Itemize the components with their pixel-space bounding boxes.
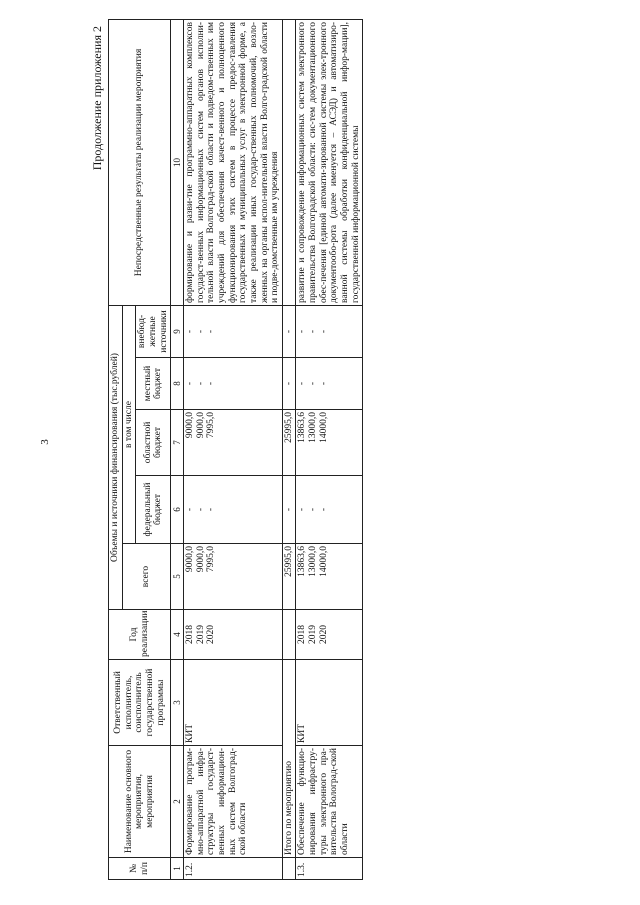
row-executor: КИТ [296, 660, 363, 746]
row-executor: КИТ [184, 660, 283, 746]
total-total: 25995,0 [282, 544, 296, 610]
header-regional: областной бюджет [136, 410, 171, 476]
row-regional: 13863,6 13000,0 14000,0 [296, 410, 363, 476]
total-local: - [282, 358, 296, 410]
row-offbudget: - - - [184, 305, 283, 357]
column-numbers-row [171, 19, 184, 879]
table-row [296, 19, 363, 879]
row-name: Обеспечение функцио-нирования инфрастру-туры электронного пра-вительства Волоград-ской области [296, 746, 363, 858]
row-results: формирование и разви-тие программно-аппаратных комплексов государст-венных информационных систем органов исполни-тельной власти Волгоград-ской области и подведом-ственных им учреждений для обеспечения качест-венного и полноценного функционирования этих систем в процессе предос-тавления государственных и муниципальных услуг в электронной форме, а также реализации иных государ-ственных полномочий, возло-женных на органы испол-нительной власти Волго-градской области и подве-домственные им учреждения [184, 19, 283, 305]
col-number: 8 [171, 358, 184, 410]
total-federal: - [282, 476, 296, 544]
total-label: Итого по мероприятию [282, 660, 296, 858]
header-offbudget: внебюд-жетные источники [136, 305, 171, 357]
header-local: местный бюджет [136, 358, 171, 410]
row-num: 1.2. [184, 858, 283, 880]
appendix-title: Продолжение приложения 2 [90, 26, 104, 171]
row-federal: - - - [184, 476, 283, 544]
header-federal: федеральный бюджет [136, 476, 171, 544]
col-number: 1 [171, 858, 184, 880]
col-number: 7 [171, 410, 184, 476]
row-years: 2018 2019 2020 [184, 610, 283, 660]
col-number: 3 [171, 660, 184, 746]
header-results: Непосредственные результаты реализации мероприятия [109, 19, 171, 305]
rotated-sheet [90, 20, 620, 880]
total-row [282, 19, 296, 879]
header-total: всего [122, 544, 171, 610]
row-local: - - - [184, 358, 283, 410]
row-name: Формирование програм-мно-аппаратной инфра-структуры государст-венных информацион-ных систем Волгоград-ской области [184, 746, 283, 858]
row-total: 9000,0 9000,0 7995,0 [184, 544, 283, 610]
program-table [108, 19, 363, 880]
header-including: в том числе [122, 305, 136, 543]
total-offbudget: - [282, 305, 296, 357]
row-federal: - - - [296, 476, 363, 544]
row-regional: 9000,0 9000,0 7995,0 [184, 410, 283, 476]
header-num: № п/п [109, 858, 171, 880]
row-offbudget: - - - [296, 305, 363, 357]
page-number: 3 [39, 439, 51, 445]
col-number: 4 [171, 610, 184, 660]
row-years: 2018 2019 2020 [296, 610, 363, 660]
row-local: - - - [296, 358, 363, 410]
col-number: 5 [171, 544, 184, 610]
header-funding: Объемы и источники финансирования (тыс.рублей) [109, 305, 123, 609]
col-number: 9 [171, 305, 184, 357]
row-num: 1.3. [296, 858, 363, 880]
col-number: 10 [171, 19, 184, 305]
header-name: Наименование основного мероприятия, мероприятия [109, 746, 171, 858]
header-year: Год реализации [109, 610, 171, 660]
row-results: развитие и сопровождение информационных систем электронного правительства Волгоградской области: сис-тем документационного обес-печения [единой автомати-зированной системы элек-тронного документообо-рота (далее именуется – АСЭД) и автоматизиро-ванной системы обработки конфиденциальной инфор-мации], государственной информационной системы [296, 19, 363, 305]
table-row [184, 19, 283, 879]
col-number: 6 [171, 476, 184, 544]
col-number: 2 [171, 746, 184, 858]
total-regional: 25995,0 [282, 410, 296, 476]
row-total: 13863,6 13000,0 14000,0 [296, 544, 363, 610]
header-executor: Ответственный исполнитель, соисполнитель государственной программы [109, 660, 171, 746]
